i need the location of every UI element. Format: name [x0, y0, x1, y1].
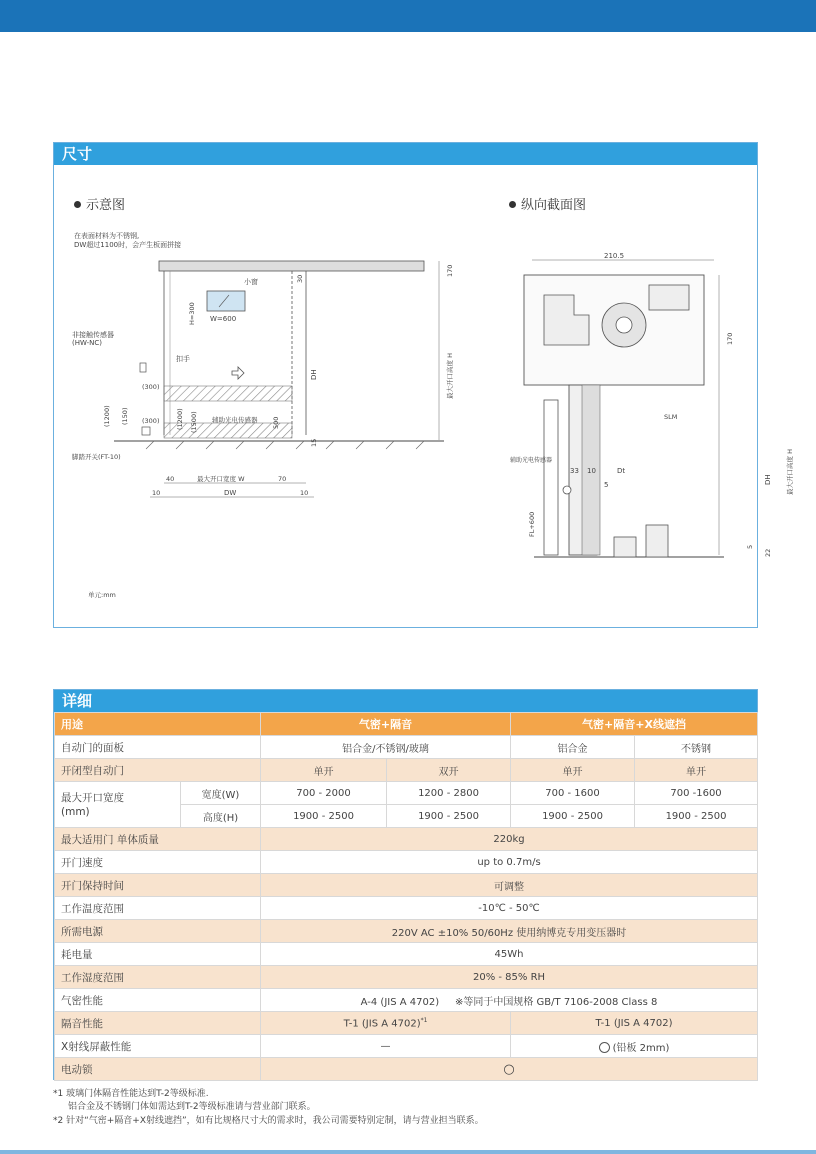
- table-row: [55, 1058, 758, 1081]
- cell: 单开: [261, 759, 387, 782]
- row-label: X射线屏蔽性能: [55, 1035, 261, 1058]
- r-dim-5a: 5: [604, 481, 609, 489]
- schematic-caption: 示意图: [74, 194, 125, 213]
- cell: T-1 (JIS A 4702)$^{*1}$: [261, 1012, 511, 1035]
- dim-15: 15: [310, 438, 318, 447]
- cell: A-4 (JIS A 4702) ※等同于中国规格 GB/T 7106-2008 Class 8: [261, 989, 758, 1012]
- dim-dw: DW: [224, 489, 237, 497]
- cell: 1900 - 2500: [387, 805, 511, 828]
- cell: ○: [261, 1058, 758, 1081]
- r-dim-dt: Dt: [617, 467, 626, 475]
- cell: 双开: [387, 759, 511, 782]
- table-row: [55, 1035, 758, 1058]
- handle-label: 扣手: [176, 355, 190, 363]
- row-label: 所需电源: [55, 920, 261, 943]
- cell: T-1 (JIS A 4702): [511, 1012, 758, 1035]
- row-label: 最大开口宽度 (mm): [55, 782, 181, 828]
- r-slm: SLM: [664, 413, 678, 421]
- table-row: [55, 989, 758, 1012]
- row-label: 隔音性能: [55, 1012, 261, 1035]
- dim-10b: 10: [300, 489, 309, 497]
- r-dim-33: 33: [570, 467, 579, 475]
- sensor-code: (HW-NC): [72, 339, 103, 347]
- dim-300a: (300): [142, 383, 160, 391]
- row-label: 工作湿度范围: [55, 966, 261, 989]
- table-row: [55, 897, 758, 920]
- foot-switch-label: 脚踏开关(FT-10): [72, 453, 121, 461]
- r-dim-10: 10: [587, 467, 596, 475]
- row-label: 气密性能: [55, 989, 261, 1012]
- aux-sensor-label: 辅助光电传感器: [212, 416, 258, 424]
- sensor-label: 非接触传感器: [72, 331, 114, 339]
- r-dim-dh: DH: [764, 474, 772, 485]
- cell: —: [261, 1035, 511, 1058]
- cell: 铝合金: [511, 736, 635, 759]
- row-label: 开门保持时间: [55, 874, 261, 897]
- dim-40: 40: [166, 475, 175, 483]
- cell: 45Wh: [261, 943, 758, 966]
- footnote-2: *2 针对“气密+隔音+X射线遮挡”，如有比规格尺寸大的需求时，我公司需要特别定制，请与营业担当联系。: [53, 1116, 484, 1126]
- section-caption: 纵向截面图: [509, 194, 586, 213]
- row-label: 电动锁: [55, 1058, 261, 1081]
- dimensions-title: 尺寸: [54, 143, 757, 165]
- cell: (铅板 2mm): [511, 1035, 758, 1058]
- row-label: 最大适用门 单体质量: [55, 828, 261, 851]
- top-bar: [0, 0, 816, 32]
- footnote-1b: 铝合金及不锈钢门体如需达到T-2等级标准请与营业部门联系。: [68, 1102, 316, 1112]
- cell: 1900 - 2500: [635, 805, 758, 828]
- cell: 可调整: [261, 874, 758, 897]
- r-dim-170: 170: [726, 332, 734, 345]
- cell: 1900 - 2500: [511, 805, 635, 828]
- row-label: 开闭型自动门: [55, 759, 261, 782]
- details-panel: [53, 689, 758, 1080]
- cell: 700 - 2000: [261, 782, 387, 805]
- cell: 700 -1600: [635, 782, 758, 805]
- cell: 单开: [635, 759, 758, 782]
- dim-max-w: 最大开口宽度 W: [197, 475, 245, 483]
- r-dim-max-h: 最大开口高度 H: [786, 449, 794, 495]
- r-dim-fl: FL+600: [528, 511, 536, 537]
- table-header-row: [55, 713, 758, 736]
- circle-icon: [599, 1042, 610, 1053]
- dim-150: (150): [121, 407, 129, 425]
- dim-1200a: (1200): [103, 405, 111, 427]
- unit-label: 单元:mm: [88, 591, 116, 599]
- table-row: [55, 736, 758, 759]
- r-dim-2105: 210.5: [604, 252, 625, 260]
- cell: 220V AC ±10% 50/60Hz 使用纳博克专用变压器时: [261, 920, 758, 943]
- note-line-2: DW超过1100时，会产生板面拼接: [74, 241, 182, 249]
- header-col-1: 气密+隔音: [261, 713, 511, 736]
- r-dim-22: 22: [764, 548, 772, 557]
- table-row: [55, 874, 758, 897]
- table-row: [55, 759, 758, 782]
- front-schematic-drawing: [54, 165, 474, 605]
- cell: 不锈钢: [635, 736, 758, 759]
- sub-label: 宽度(W): [181, 782, 261, 805]
- table-row: [55, 851, 758, 874]
- row-label: 开门速度: [55, 851, 261, 874]
- cell: 铝合金/不锈钢/玻璃: [261, 736, 511, 759]
- table-row: [55, 920, 758, 943]
- table-row: [55, 966, 758, 989]
- cell: up to 0.7m/s: [261, 851, 758, 874]
- window-w-label: W=600: [210, 315, 237, 323]
- cell: 220kg: [261, 828, 758, 851]
- dim-max-h: 最大开口高度 H: [446, 353, 454, 399]
- dim-10a: 10: [152, 489, 161, 497]
- dim-170: 170: [446, 264, 454, 277]
- table-row: [55, 782, 758, 805]
- bottom-bar: [0, 1150, 816, 1154]
- cell: 单开: [511, 759, 635, 782]
- table-row: [55, 1012, 758, 1035]
- cell: -10℃ - 50℃: [261, 897, 758, 920]
- sub-label: 高度(H): [181, 805, 261, 828]
- cell: 700 - 1600: [511, 782, 635, 805]
- window-h-label: H=300: [188, 302, 196, 325]
- dim-1200b: (1200): [176, 408, 184, 430]
- dim-500: 500: [272, 416, 280, 429]
- dim-30: 30: [296, 274, 304, 283]
- spec-table: [54, 712, 758, 1081]
- cell: 1200 - 2800: [387, 782, 511, 805]
- cell: 20% - 85% RH: [261, 966, 758, 989]
- table-row: [55, 943, 758, 966]
- r-dim-5b: 5: [746, 544, 754, 549]
- note-line-1: 在表面材料为不锈钢,: [74, 232, 140, 240]
- r-aux-sensor: 辅助光电传感器: [510, 457, 553, 464]
- row-label: 耗电量: [55, 943, 261, 966]
- small-window-label: 小窗: [244, 278, 258, 286]
- footnote-1a: *1 玻璃门体隔音性能达到T-2等级标准.: [53, 1089, 209, 1099]
- details-title: 详细: [54, 690, 757, 712]
- dim-300b: (300): [142, 417, 160, 425]
- dim-70: 70: [278, 475, 287, 483]
- section-drawing: [474, 165, 794, 605]
- table-row: [55, 828, 758, 851]
- row-label: 自动门的面板: [55, 736, 261, 759]
- dim-1500: (1500): [190, 411, 198, 433]
- dimensions-panel: [53, 142, 794, 628]
- row-label: 工作温度范围: [55, 897, 261, 920]
- cell: 1900 - 2500: [261, 805, 387, 828]
- header-col-2: 气密+隔音+X线遮挡: [511, 713, 758, 736]
- dim-dh: DH: [310, 369, 318, 380]
- header-label: 用途: [55, 713, 261, 736]
